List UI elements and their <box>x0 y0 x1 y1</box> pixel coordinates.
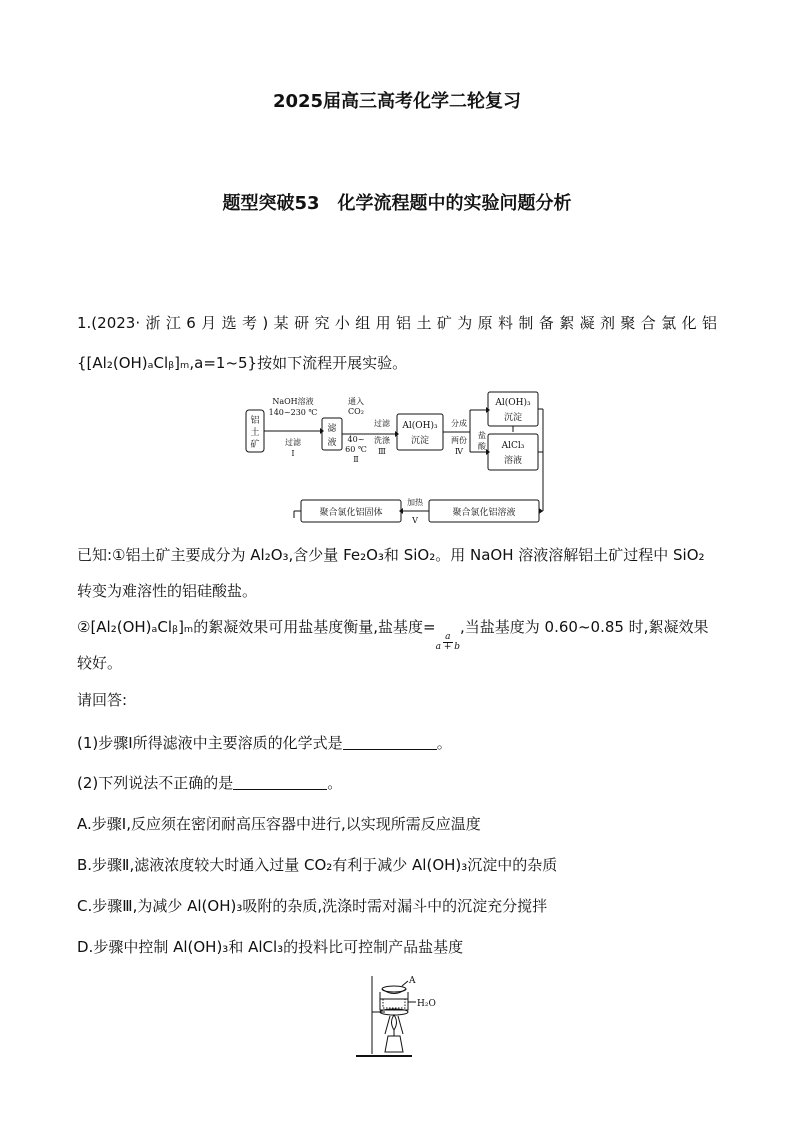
aloh3-formula: Al(OH)₃ <box>495 398 531 408</box>
ore-label-1: 铝 <box>250 416 260 426</box>
question-1-2-text: (2)下列说法不正确的是 <box>77 774 234 792</box>
fraction-denominator: a + b <box>435 642 461 652</box>
filtrate-label-2: 液 <box>327 438 337 448</box>
step1-temperature: 140~230 ℃ <box>268 408 318 417</box>
step3-numeral: Ⅲ <box>378 447 386 456</box>
known-line-4: 较好。 <box>77 654 123 672</box>
step1-numeral: Ⅰ <box>291 449 295 458</box>
heat-numeral: Ⅴ <box>412 516 418 525</box>
question-1-2 <box>77 773 342 793</box>
alcohol-lamp <box>385 1036 403 1052</box>
question-1-intro-line2: {[Al₂(OH)ₐClᵦ]ₘ,a=1~5}按如下流程开展实验。 <box>77 354 408 372</box>
option-c: C.步骤Ⅲ,为减少 Al(OH)₃吸附的杂质,洗涤时需对漏斗中的沉淀充分搅拌 <box>77 897 548 915</box>
section-title: 题型突破53 化学流程题中的实验问题分析 <box>222 193 572 214</box>
pac-solution-label: 聚合氯化铝溶液 <box>452 508 516 518</box>
known-line-3-end: ,当盐基度为 0.60~0.85 时,絮凝效果 <box>460 618 709 636</box>
process-flow-diagram <box>244 390 544 525</box>
label-water: H₂O <box>417 999 436 1009</box>
heating-apparatus-figure <box>350 972 440 1062</box>
filtrate-label-1: 滤 <box>327 424 337 434</box>
known-line-1: 已知:①铝土矿主要成分为 Al₂O₃,含少量 Fe₂O₃和 SiO₂。用 NaOH 溶液溶解铝土矿过程中 SiO₂ <box>77 546 705 564</box>
label-a: A <box>409 976 416 986</box>
beaker <box>380 992 408 1010</box>
heat-label: 加热 <box>407 498 423 507</box>
step3-label-1: 过滤 <box>374 419 390 428</box>
answer-blank-2[interactable] <box>233 775 327 790</box>
ore-label-3: 矿 <box>250 440 260 450</box>
answer-prompt: 请回答: <box>77 691 128 709</box>
document-title: 2025届高三高考化学二轮复习 <box>272 91 522 112</box>
question-1-1 <box>77 733 452 753</box>
aloh3-label: 沉淀 <box>503 413 523 423</box>
answer-blank-1[interactable] <box>343 735 437 750</box>
precipitate-label: 沉淀 <box>410 436 430 446</box>
known-line-3 <box>77 617 708 652</box>
basicity-fraction <box>436 633 460 652</box>
hcl-label-1: 盐 <box>478 431 486 440</box>
pac-solid-label: 聚合氯化铝固体 <box>319 508 383 518</box>
split-label-1: 分成 <box>451 419 467 428</box>
step1-reagent: NaOH溶液 <box>272 397 314 406</box>
step2-label-3: 40~ <box>347 435 365 444</box>
question-1-1-end: 。 <box>436 734 452 752</box>
flame <box>392 1015 397 1030</box>
fraction-numerator: a <box>445 632 451 642</box>
precipitate-formula: Al(OH)₃ <box>402 421 438 431</box>
split-label-2: 两份 <box>451 436 467 445</box>
question-1-2-end: 。 <box>327 774 343 792</box>
known-line-2: 转变为难溶性的铝硅酸盐。 <box>77 582 258 600</box>
ore-label-2: 土 <box>250 428 260 438</box>
step2-label-1: 通入 <box>348 397 364 406</box>
step2-numeral: Ⅱ <box>353 455 359 464</box>
option-a: A.步骤Ⅰ,反应须在密闭耐高压容器中进行,以实现所需反应温度 <box>77 815 481 833</box>
hcl-label-2: 酸 <box>478 442 486 451</box>
alcl3-label: 溶液 <box>503 456 523 466</box>
question-1-1-text: (1)步骤Ⅰ所得滤液中主要溶质的化学式是 <box>77 734 343 752</box>
step2-label-2: CO₂ <box>348 407 364 416</box>
known-line-3-start: ②[Al₂(OH)ₐClᵦ]ₘ的絮凝效果可用盐基度衡量,盐基度= <box>77 618 436 636</box>
alcl3-formula: AlCl₃ <box>501 441 525 451</box>
step3-label-2: 洗涤 <box>374 436 390 445</box>
question-1-intro: 1.(2023·浙江6月选考)某研究小组用铝土矿为原料制备絮凝剂聚合氯化铝 <box>77 314 717 332</box>
option-d: D.步骤中控制 Al(OH)₃和 AlCl₃的投料比可控制产品盐基度 <box>77 938 464 956</box>
step2-label-4: 60 ℃ <box>345 445 367 454</box>
step1-filter: 过滤 <box>285 438 301 447</box>
split-numeral: Ⅳ <box>455 447 463 456</box>
option-b: B.步骤Ⅱ,滤液浓度较大时通入过量 CO₂有利于减少 Al(OH)₃沉淀中的杂质 <box>77 856 558 874</box>
